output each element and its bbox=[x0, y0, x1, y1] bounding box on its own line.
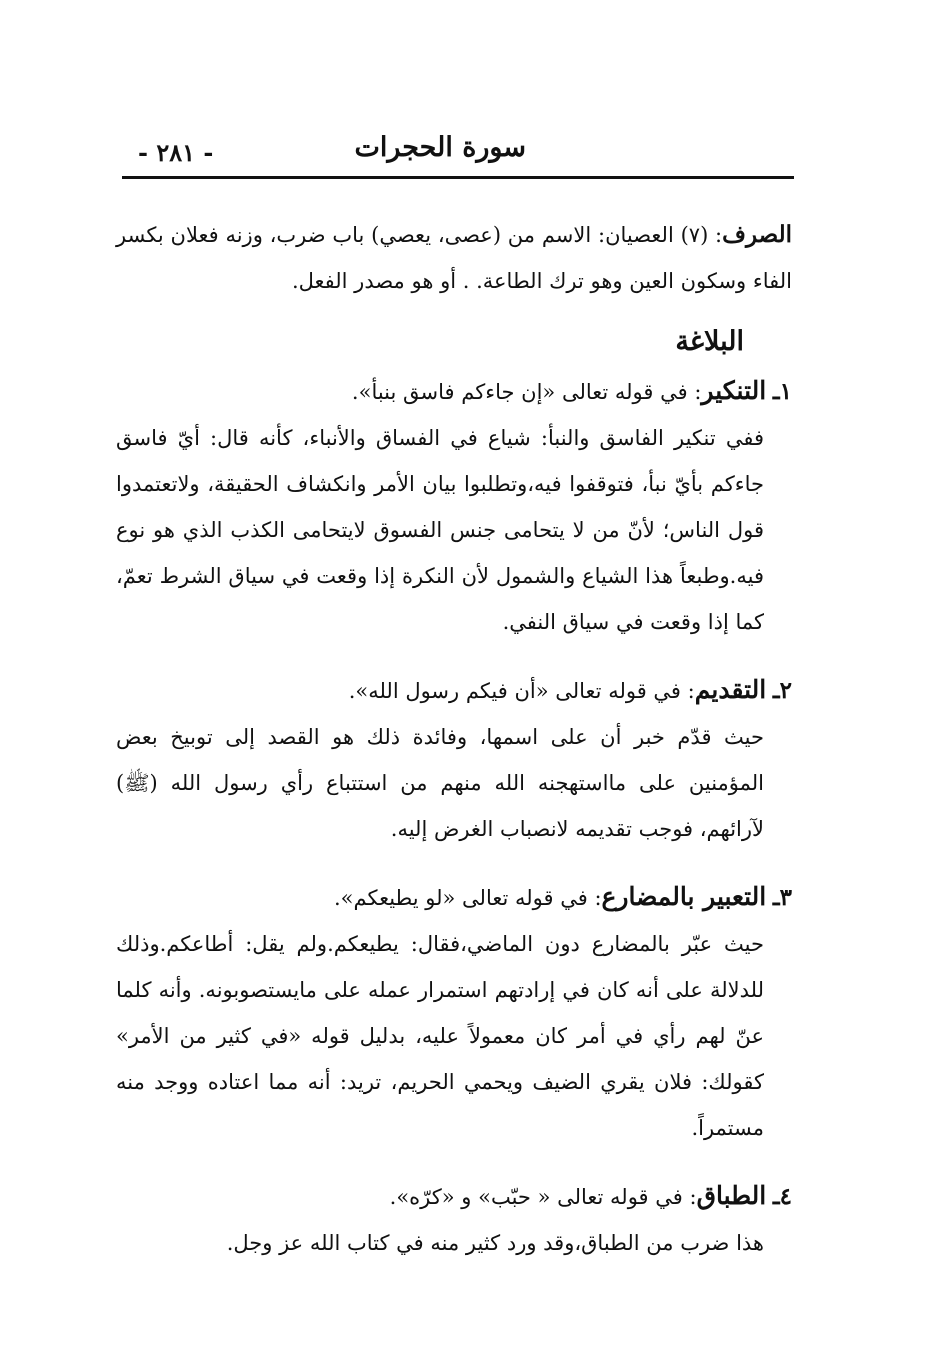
sarf-paragraph bbox=[116, 212, 792, 304]
item-intro: : في قوله تعالى «أن فيكم رسول الله». bbox=[348, 679, 695, 703]
item-number: ٤ـ bbox=[772, 1183, 792, 1210]
item-term: التقديم bbox=[694, 675, 767, 704]
item-number: ٣ـ bbox=[772, 884, 792, 911]
item-number: ٢ـ bbox=[772, 677, 792, 704]
balagha-item-2 bbox=[116, 667, 792, 852]
item-text: هذا ضرب من الطباق،وقد ورد كثير منه في كتاب الله عز وجل. bbox=[226, 1231, 764, 1255]
item-term: التنكير bbox=[701, 376, 767, 405]
item-text: حيث عبّر بالمضارع دون الماضي،فقال: يطيعكم.ولم يقل: أطاعكم.وذلك للدلالة على أنه كان في إرادتهم استمرار عمله على مايستصوبونه. وأنه كلما عنّ لهم رأي في أمر كان معمولاً عليه، بدليل قوله «في كثير من الأمر» كقولك: فلان يقري الضيف ويحمي الحريم، تريد: أنه مما اعتاده ووجد منه مستمراً. bbox=[116, 932, 764, 1140]
header-rule bbox=[122, 176, 794, 179]
item-intro: : في قوله تعالى « حبّب» و «كرّه». bbox=[389, 1185, 697, 1209]
sarf-text: : (٧) العصيان: الاسم من (عصى، يعصي) باب ضرب، وزنه فعلان بكسر الفاء وسكون العين وهو ترك الطاعة. . أو هو مصدر الفعل. bbox=[116, 223, 792, 293]
item-number: ١ـ bbox=[772, 378, 792, 405]
item-heading bbox=[116, 874, 792, 921]
item-text: ففي تنكير الفاسق والنبأ: شياع في الفساق والأنباء، كأنه قال: أيّ فاسق جاءكم بأيّ نبأ، فتوقفوا فيه،وتطلبوا بيان الأمر وانكشاف الحقيقة، ولاتعتمدوا قول الناس؛ لأنّ من لا يتحامى جنس الفسوق لايتحامى الكذب الذي هو نوع فيه.وطبعاً هذا الشياع والشمول لأن النكرة إذا وقعت في سياق الشرط تعمّ، كما إذا وقعت في سياق النفي. bbox=[116, 426, 764, 634]
item-intro: : في قوله تعالى «لو يطيعكم». bbox=[333, 886, 602, 910]
balagha-item-3 bbox=[116, 874, 792, 1151]
item-heading bbox=[116, 1173, 792, 1220]
page-number: - ٢٨١ - bbox=[138, 138, 214, 167]
sarf-label: الصرف bbox=[722, 221, 793, 248]
item-heading bbox=[116, 368, 792, 415]
item-intro: : في قوله تعالى «إن جاءكم فاسق بنبأ». bbox=[351, 380, 702, 404]
balagha-item-4 bbox=[116, 1173, 792, 1266]
running-title: سورة الحجرات bbox=[354, 132, 526, 163]
page-body bbox=[116, 212, 792, 1266]
item-text: حيث قدّم خبر أن على اسمها، وفائدة ذلك هو القصد إلى توبيخ بعض المؤمنين على مااستهجنه الله منهم من استتباع رأي رسول الله (ﷺ) لآرائهم، فوجب تقديمه لانصباب الغرض إليه. bbox=[116, 725, 764, 841]
item-term: التعبير بالمضارع bbox=[601, 882, 767, 911]
section-title-balagha: البلاغة bbox=[675, 326, 744, 357]
item-term: الطباق bbox=[696, 1181, 767, 1210]
page-header bbox=[122, 128, 794, 176]
balagha-item-1 bbox=[116, 368, 792, 645]
item-heading bbox=[116, 667, 792, 714]
